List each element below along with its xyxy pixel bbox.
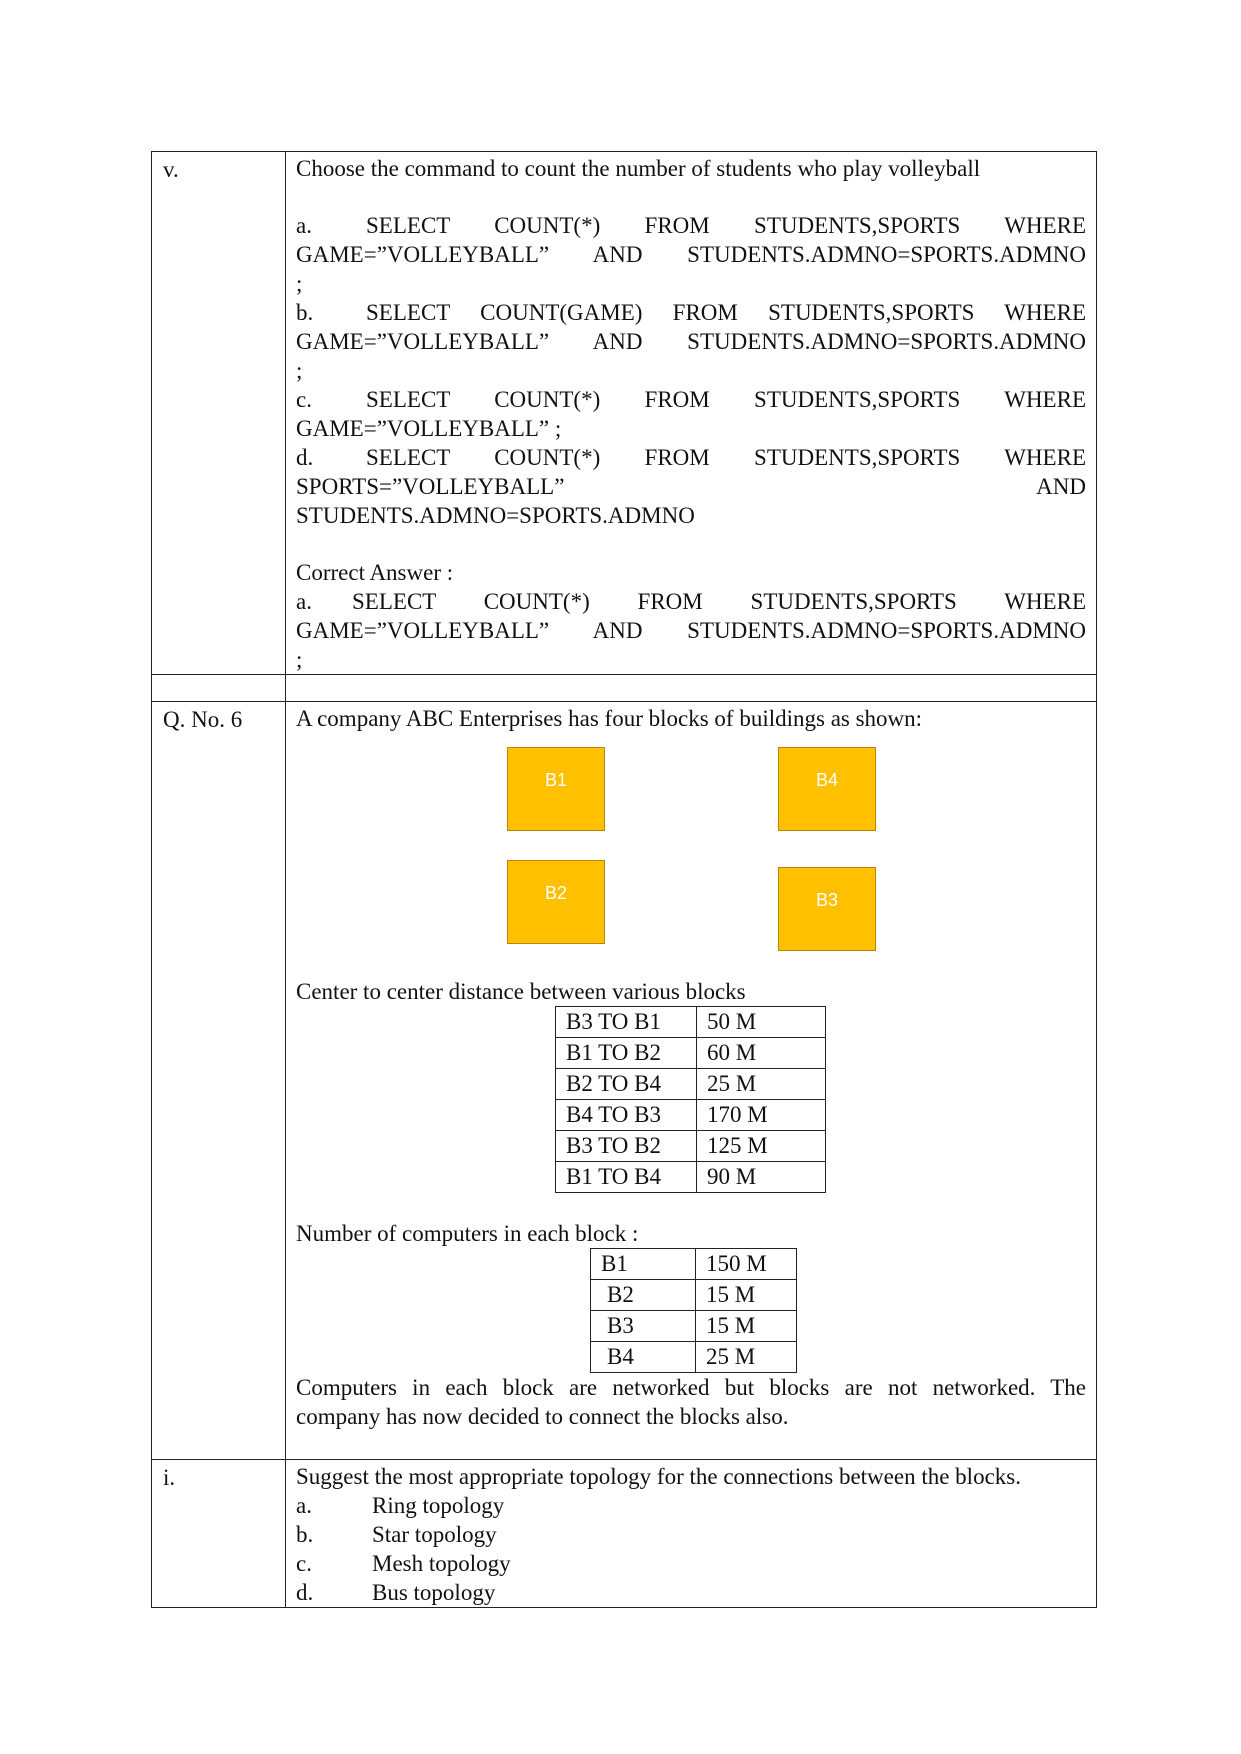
spacer-row (152, 675, 1097, 702)
question-text: Suggest the most appropriate topology for the connections between the blocks. (296, 1464, 1021, 1489)
question-label-cell (152, 152, 286, 675)
question-row-v (152, 152, 1097, 675)
question-text: Choose the command to count the number of students who play volleyball (296, 156, 981, 181)
distance-title: Center to center distance between various blocks (296, 979, 746, 1004)
question-row-i (152, 1460, 1097, 1608)
table-row: B2 TO B4 25 M (556, 1069, 826, 1100)
block-b2: B2 (507, 860, 605, 944)
option-c: c. Mesh topology (296, 1551, 511, 1576)
question-label: i. (163, 1465, 176, 1490)
option-d: d. Bus topology (296, 1580, 496, 1605)
computers-title: Number of computers in each block : (296, 1221, 639, 1246)
question-intro: A company ABC Enterprises has four blocks of buildings as shown: (296, 706, 923, 731)
table-row: B1 TO B4 90 M (556, 1162, 826, 1193)
question-label-cell (152, 1460, 286, 1608)
block-b1: B1 (507, 747, 605, 831)
option-b: b. Star topology (296, 1522, 497, 1547)
option-a: a. SELECT COUNT(*) FROM STUDENTS,SPORTS WHERE GAME=”VOLLEYBALL” AND STUDENTS.ADMNO=SPORTS.ADMNO ; (296, 213, 1086, 296)
distance-table (555, 1006, 826, 1193)
table-row: B3 TO B1 50 M (556, 1007, 826, 1038)
block-b4: B4 (778, 747, 876, 831)
table-row: B4 TO B3 170 M (556, 1100, 826, 1131)
question-row-6 (152, 702, 1097, 1460)
option-c: c. SELECT COUNT(*) FROM STUDENTS,SPORTS WHERE GAME=”VOLLEYBALL” ; (296, 387, 1086, 441)
question-table (151, 151, 1097, 1608)
table-row: B1 TO B2 60 M (556, 1038, 826, 1069)
question-label: v. (163, 157, 179, 182)
correct-answer-label: Correct Answer : (296, 560, 454, 585)
table-row: B2 15 M (591, 1280, 797, 1311)
option-a: a. Ring topology (296, 1493, 505, 1518)
table-row: B1 150 M (591, 1249, 797, 1280)
network-note-line1: Computers in each block are networked but blocks are not networked. The (296, 1375, 1086, 1400)
correct-answer: a. SELECT COUNT(*) FROM STUDENTS,SPORTS WHERE GAME=”VOLLEYBALL” AND STUDENTS.ADMNO=SPORTS.ADMNO ; (296, 589, 1086, 672)
option-d: d. SELECT COUNT(*) FROM STUDENTS,SPORTS WHERE SPORTS=”VOLLEYBALL” AND STUDENTS.ADMNO=SPORTS.ADMNO (296, 445, 1086, 528)
computers-table (590, 1248, 797, 1373)
question-content-cell (286, 1460, 1097, 1608)
network-note-line2: company has now decided to connect the blocks also. (296, 1404, 789, 1429)
table-row: B3 15 M (591, 1311, 797, 1342)
question-label-cell (152, 702, 286, 1460)
question-content-cell (286, 702, 1097, 1460)
option-b: b. SELECT COUNT(GAME) FROM STUDENTS,SPORTS WHERE GAME=”VOLLEYBALL” AND STUDENTS.ADMNO=SPORTS.ADMNO ; (296, 300, 1086, 383)
blocks-diagram (296, 733, 1086, 977)
table-row: B4 25 M (591, 1342, 797, 1373)
block-b3: B3 (778, 867, 876, 951)
question-content-cell (286, 152, 1097, 675)
table-row: B3 TO B2 125 M (556, 1131, 826, 1162)
question-label: Q. No. 6 (163, 707, 243, 732)
